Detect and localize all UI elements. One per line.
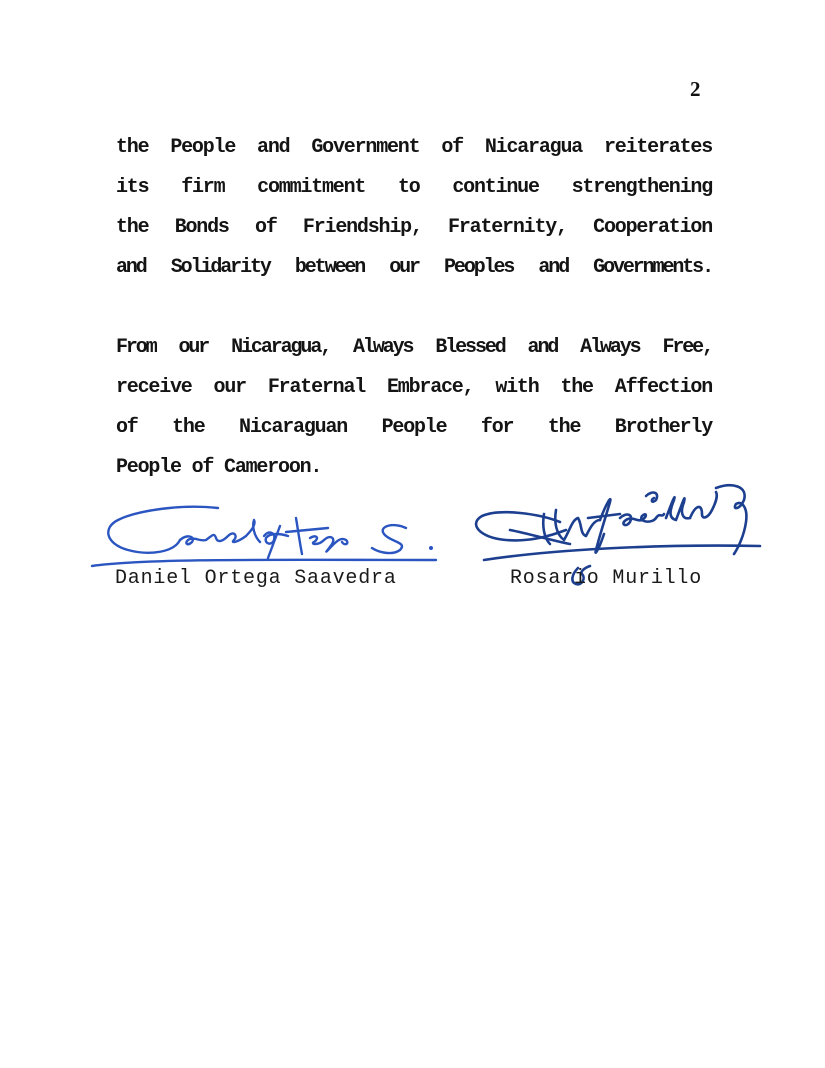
text-line: receive our Fraternal Embrace, with the Affection (116, 376, 712, 399)
signer-name-ortega: Daniel Ortega Saavedra (115, 567, 397, 590)
paragraph-closing (116, 328, 712, 488)
paragraph-reiteration (116, 128, 712, 288)
text-line: and Solidarity between our Peoples and Governments. (116, 256, 712, 279)
text-line: People of Cameroon. (116, 456, 322, 479)
text-line: the Bonds of Friendship, Fraternity, Cooperation (116, 216, 712, 239)
page-number: 2 (690, 77, 701, 101)
signature-ortega-image (88, 500, 448, 575)
signer-name-murillo: Rosario Murillo (510, 567, 703, 590)
text-line: of the Nicaraguan People for the Brotherly (116, 416, 712, 439)
text-line: the People and Government of Nicaragua reiterates (116, 136, 712, 159)
text-line: its firm commitment to continue strengthening (116, 176, 712, 199)
text-line: From our Nicaragua, Always Blessed and Always Free, (116, 336, 712, 359)
